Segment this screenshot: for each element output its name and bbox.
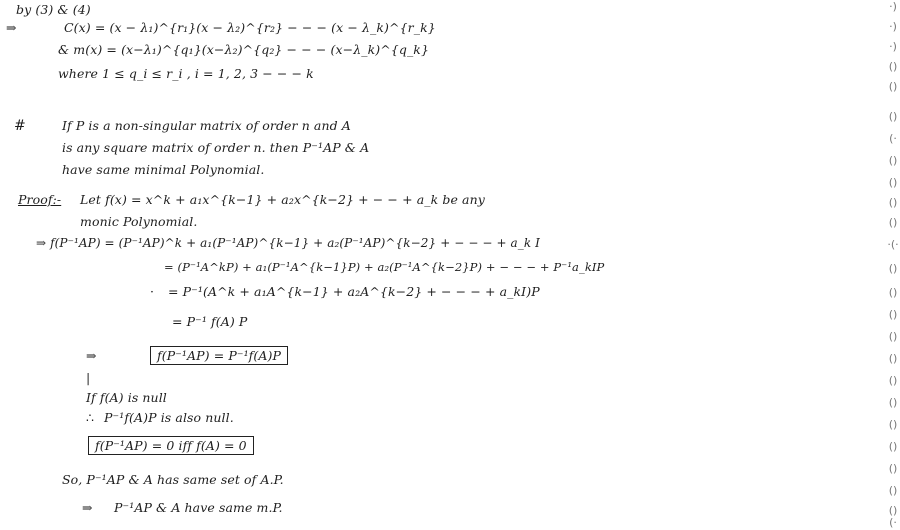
proof-line-2: monic Polynomial. [80, 214, 198, 229]
minimal-polynomial-line: & m(x) = (x−λ₁)^{q₁}(x−λ₂)^{q₂} − − − (x−λ_k)^{q_k} [58, 42, 430, 57]
margin-mark: ·(· [887, 238, 899, 251]
margin-mark: () [888, 418, 898, 431]
margin-mark: (· [889, 132, 897, 145]
expansion-line-2: = (P⁻¹A^kP) + a₁(P⁻¹A^{k−1}P) + a₂(P⁻¹A^{k−2}P) + − − − + P⁻¹a_kIP [164, 260, 605, 274]
margin-mark: () [888, 352, 898, 365]
margin-mark: () [888, 60, 898, 73]
margin-mark: () [888, 504, 898, 517]
margin-mark: ·) [889, 40, 897, 53]
margin-mark: () [888, 440, 898, 453]
margin-mark: () [888, 176, 898, 189]
margin-mark: () [888, 484, 898, 497]
margin-mark: () [888, 80, 898, 93]
line-reference: by (3) & (4) [16, 2, 91, 17]
margin-mark: () [888, 154, 898, 167]
margin-mark: () [888, 262, 898, 275]
proof-heading: Proof:- [18, 192, 62, 207]
theorem-line-2: is any square matrix of order n. then P⁻¹AP & A [62, 140, 370, 155]
expansion-line-1: ⇒ f(P⁻¹AP) = (P⁻¹AP)^k + a₁(P⁻¹AP)^{k−1} + a₂(P⁻¹AP)^{k−2} + − − − + a_k I [36, 236, 541, 250]
characteristic-polynomial-line: C(x) = (x − λ₁)^{r₁}(x − λ₂)^{r₂} − − − (x − λ_k)^{r_k} [64, 20, 436, 35]
theorem-line-1: If P is a non-singular matrix of order n and A [62, 118, 351, 133]
proof-line-1: Let f(x) = x^k + a₁x^{k−1} + a₂x^{k−2} + − − + a_k be any [80, 192, 485, 207]
implies-symbol-2: ⇒ [86, 348, 97, 363]
boxed-result-2: f(P⁻¹AP) = 0 iff f(A) = 0 [88, 436, 254, 455]
margin-mark: () [888, 196, 898, 209]
margin-mark: ·) [889, 20, 897, 33]
conclusion-line-1: So, P⁻¹AP & A has same set of A.P. [62, 472, 284, 487]
hash-symbol: # [14, 118, 26, 134]
margin-mark: ·) [889, 0, 897, 13]
conclusion-line-2: P⁻¹AP & A have same m.P. [114, 500, 283, 515]
expansion-line-4: = P⁻¹ f(A) P [172, 314, 248, 329]
boxed-result-1: f(P⁻¹AP) = P⁻¹f(A)P [150, 346, 288, 365]
dot-mark: · [150, 284, 155, 299]
margin-mark: () [888, 110, 898, 123]
margin-mark: () [888, 286, 898, 299]
margin-mark: () [888, 308, 898, 321]
therefore-symbol: ∴ [86, 410, 95, 425]
margin-mark: () [888, 396, 898, 409]
margin-mark: () [888, 462, 898, 475]
implies-symbol-3: ⇒ [82, 500, 93, 515]
expansion-line-3: = P⁻¹(A^k + a₁A^{k−1} + a₂A^{k−2} + − − − + a_kI)P [168, 284, 540, 299]
null-line-1: If f(A) is null [86, 390, 167, 405]
bar-mark: | [86, 370, 91, 385]
where-condition-line: where 1 ≤ q_i ≤ r_i , i = 1, 2, 3 − − − k [58, 66, 314, 81]
null-line-2: P⁻¹f(A)P is also null. [104, 410, 234, 425]
implies-symbol: ⇒ [6, 20, 17, 35]
margin-mark: () [888, 330, 898, 343]
theorem-line-3: have same minimal Polynomial. [62, 162, 265, 177]
right-margin-binding [438, 0, 899, 530]
margin-mark: () [888, 374, 898, 387]
margin-mark: (· [889, 516, 897, 529]
margin-mark: () [888, 216, 898, 229]
